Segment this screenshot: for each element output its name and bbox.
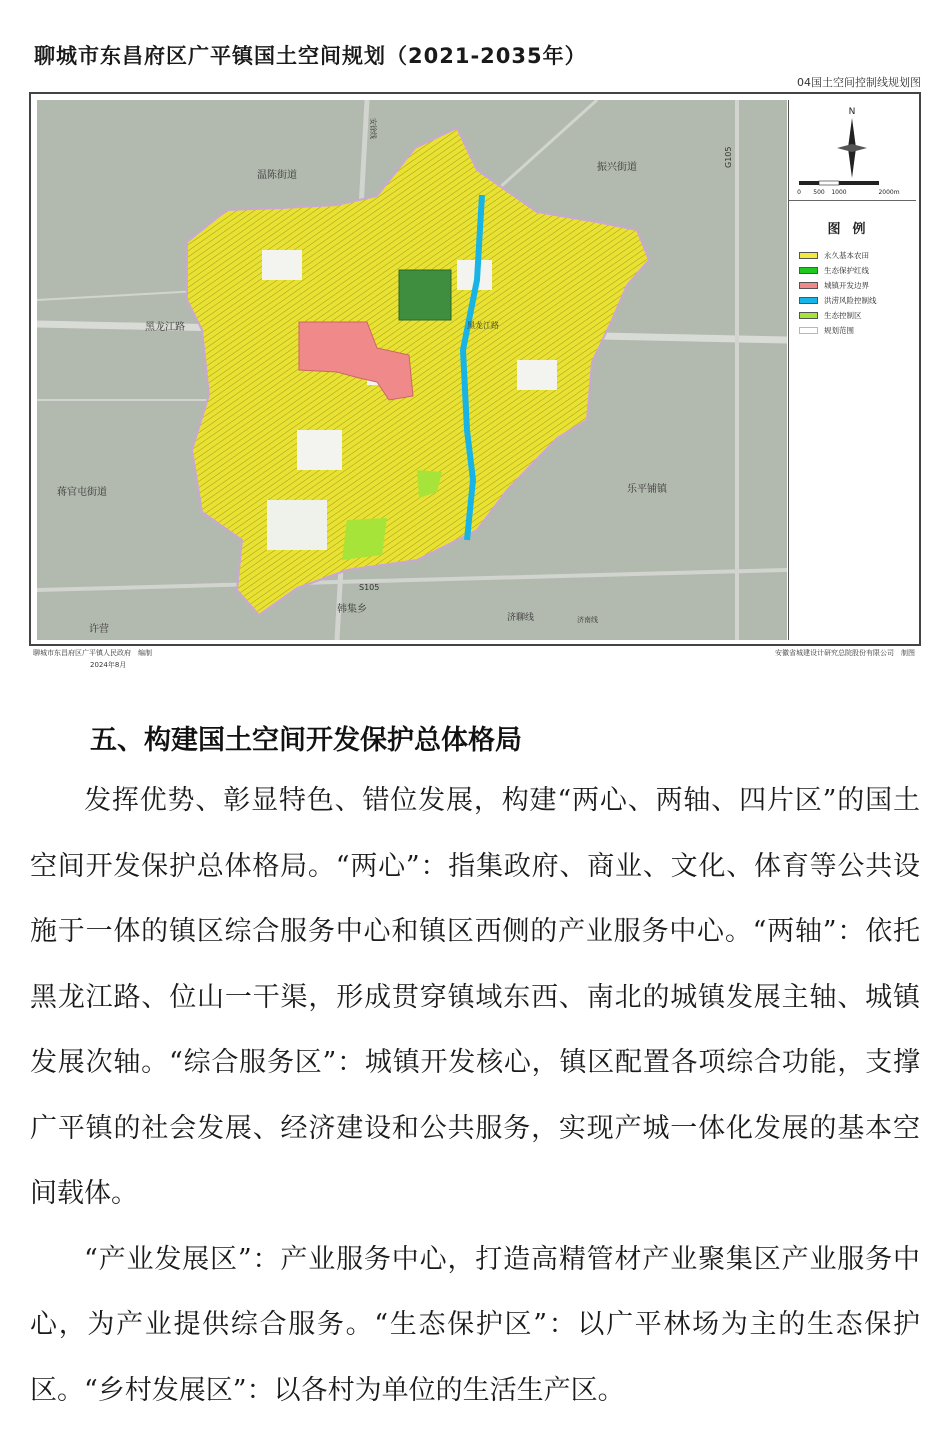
scale-tick-0: 0 <box>797 189 801 196</box>
legend-swatch-eco-control <box>799 312 818 319</box>
label-g105: G105 <box>724 146 733 168</box>
legend-label: 城镇开发边界 <box>824 280 869 290</box>
label-lepingpu: 乐平铺镇 <box>627 484 667 495</box>
ecological-control-area-1[interactable] <box>342 518 387 560</box>
map-frame <box>29 92 921 646</box>
map-title: 聊城市东昌府区广平镇国土空间规划（2021-2035年） <box>34 44 587 68</box>
ecological-red-line-forest[interactable] <box>399 270 451 320</box>
legend-panel <box>788 100 915 640</box>
legend-swatch-planning-area <box>799 327 818 334</box>
label-heilongjiang-w: 黑龙江路 <box>145 322 185 333</box>
label-hanji: 韩集乡 <box>337 604 367 615</box>
scale-tick-500: 500 <box>813 189 825 196</box>
map-canvas <box>37 100 787 640</box>
label-heilongjiang-c: 黑龙江路 <box>467 321 499 330</box>
map-subtitle: 04国土空间控制线规划图 <box>797 76 921 89</box>
article-body <box>30 768 920 1423</box>
legend-item-red-line <box>799 263 877 277</box>
map-area[interactable] <box>37 100 787 640</box>
map-credit-left: 聊城市东昌府区广平镇人民政府 编制 <box>33 649 152 657</box>
section-heading: 五、构建国土空间开发保护总体格局 <box>90 725 522 756</box>
label-jiangguantun: 蒋官屯街道 <box>57 487 107 498</box>
article-paragraph-2: “产业发展区”：产业服务中心，打造高精管材产业聚集区产业服务中心，为产业提供综合服务。“生态保护区”：以广平林场为主的生态保护区。“乡村发展区”：以各村为单位的生活生产区。 <box>30 1243 920 1406</box>
legend-item-farmland <box>799 248 877 262</box>
legend-list <box>799 248 877 338</box>
legend-label: 生态控制区 <box>824 310 862 320</box>
article-paragraph-1: 发挥优势、彰显特色、错位发展，构建“两心、两轴、四片区”的国土空间开发保护总体格局。“两心”：指集政府、商业、文化、体育等公共设施于一体的镇区综合服务中心和镇区西侧的产业服务中心。“两轴”：依托黑龙江路、位山一干渠，形成贯穿镇域东西、南北的城镇发展主轴、城镇发展次轴。“综合服务区”：城镇开发核心，镇区配置各项综合功能，支撑广平镇的社会发展、经济建设和公共服务，实现产城一体化发展的基本空间载体。 <box>30 785 920 1209</box>
label-jianan: 济南线 <box>577 616 598 624</box>
label-xuying: 许营 <box>89 624 109 635</box>
label-jiliao: 济聊线 <box>507 613 535 623</box>
legend-swatch-flood-line <box>799 297 818 304</box>
legend-swatch-red-line <box>799 267 818 274</box>
scale-bar-icon <box>789 178 916 200</box>
legend-item-eco-control <box>799 308 877 322</box>
scale-tick-2000: 2000m <box>878 189 900 196</box>
label-wenchen: 温陈街道 <box>257 170 297 181</box>
label-anxu: 安徐线 <box>369 118 377 139</box>
legend-title: 图例 <box>827 222 878 237</box>
legend-item-urban-boundary <box>799 278 877 292</box>
legend-label: 洪涝风险控制线 <box>824 295 877 305</box>
legend-item-planning-area <box>799 323 877 337</box>
legend-label: 规划范围 <box>824 325 854 335</box>
label-s105: S105 <box>359 583 380 592</box>
scale-tick-1000: 1000 <box>831 189 847 196</box>
legend-item-flood-line <box>799 293 877 307</box>
label-zhenxing: 振兴街道 <box>597 162 637 173</box>
compass-north-label: N <box>848 107 856 117</box>
legend-label: 生态保护红线 <box>824 265 869 275</box>
legend-swatch-urban-boundary <box>799 282 818 289</box>
legend-divider <box>789 200 916 201</box>
legend-swatch-farmland <box>799 252 818 259</box>
legend-label: 永久基本农田 <box>824 250 869 260</box>
map-credit-right: 安徽省城建设计研究总院股份有限公司 制图 <box>775 649 915 657</box>
map-credit-date: 2024年8月 <box>90 661 127 669</box>
